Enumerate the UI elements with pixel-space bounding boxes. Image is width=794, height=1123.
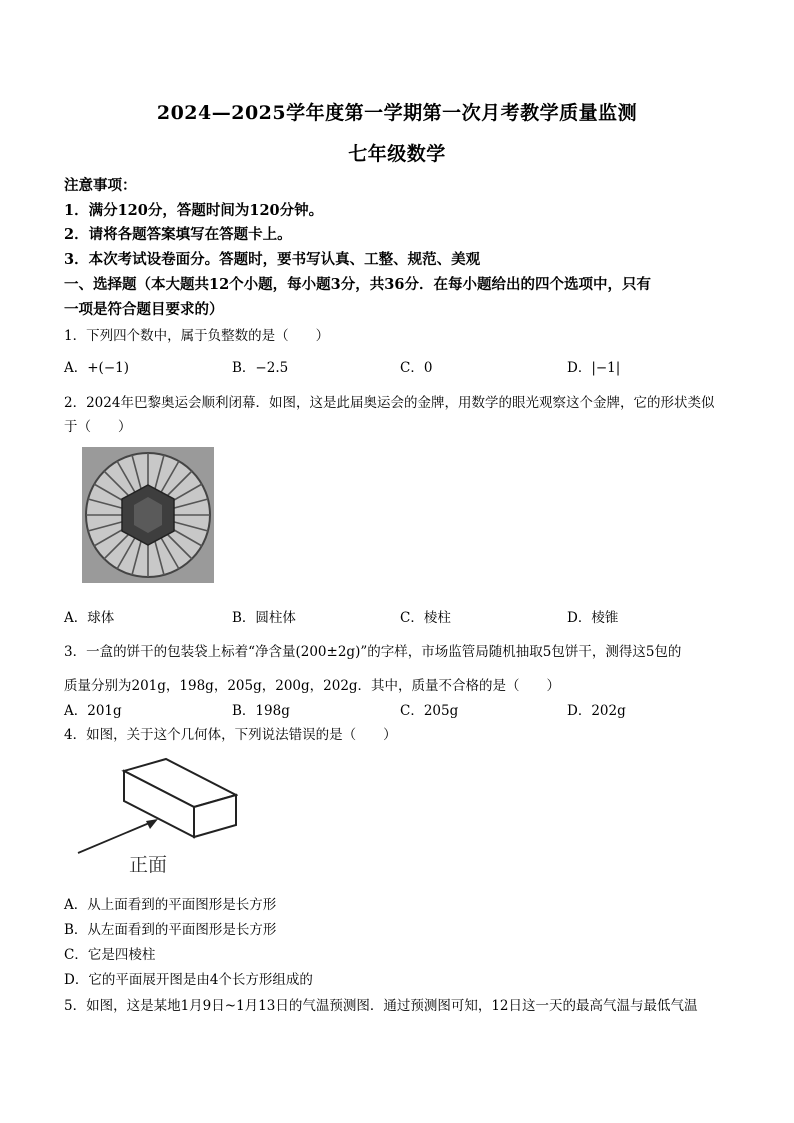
- q3-option-d: D．202g: [567, 703, 626, 719]
- section-heading: 一、选择题（本大题共12个小题，每小题3分，共36分．在每小题给出的四个选项中，只有: [64, 276, 651, 293]
- q2-option-c: C．棱柱: [400, 610, 451, 626]
- q4-stem: 4．如图，关于这个几何体，下列说法错误的是（ ）: [64, 727, 397, 743]
- q2-option-a: A．球体: [64, 610, 115, 626]
- exam-title: 2024—2025学年度第一学期第一次月考教学质量监测: [156, 102, 638, 124]
- q1-option-b: B．−2.5: [232, 360, 289, 376]
- cuboid-figure: [76, 755, 238, 855]
- arrow-head-icon: [146, 819, 158, 829]
- exam-subtitle: 七年级数学: [348, 143, 446, 165]
- q1-option-c: C．0: [400, 360, 433, 376]
- front-view-label: 正面: [129, 854, 168, 876]
- q4-option-b: B．从左面看到的平面图形是长方形: [64, 922, 277, 938]
- q4-option-a: A．从上面看到的平面图形是长方形: [64, 897, 277, 913]
- q3-option-c: C．205g: [400, 703, 459, 719]
- q4-option-c: C．它是四棱柱: [64, 947, 156, 963]
- q3-stem-line2: 质量分别为201g，198g，205g，200g，202g．其中，质量不合格的是（ ）: [64, 678, 561, 694]
- note-item-3: 3．本次考试设卷面分。答题时，要书写认真、工整、规范、美观: [64, 251, 481, 268]
- q2-option-d: D．棱锥: [567, 610, 619, 626]
- gold-medal-image: [82, 447, 214, 583]
- q3-option-a: A．201g: [64, 703, 122, 719]
- q3-option-b: B．198g: [232, 703, 290, 719]
- q3-stem-line1: 3．一盒的饼干的包装袋上标着“净含量(200±2g)”的字样，市场监管局随机抽取5包饼干，测得这5包的: [64, 644, 682, 660]
- q1-option-d: D．|−1|: [567, 360, 621, 376]
- note-item-1: 1．满分120分，答题时间为120分钟。: [64, 202, 324, 219]
- q4-option-d: D．它的平面展开图是由4个长方形组成的: [64, 972, 313, 988]
- arrow-line: [78, 821, 154, 853]
- q1-stem: 1．下列四个数中，属于负整数的是（ ）: [64, 328, 330, 344]
- notes-heading: 注意事项：: [64, 177, 137, 194]
- q1-option-a: A．+(−1): [64, 360, 129, 376]
- q5-stem-line1: 5．如图，这是某地1月9日~1月13日的气温预测图．通过预测图可知，12日这一天的最高气温与最低气温: [64, 998, 698, 1014]
- q2-option-b: B．圆柱体: [232, 610, 296, 626]
- q2-stem-line2: 于（ ）: [64, 419, 132, 435]
- section-heading-cont: 一项是符合题目要求的）: [64, 301, 224, 318]
- note-item-2: 2．请将各题答案填写在答题卡上。: [64, 226, 292, 243]
- q2-stem-line1: 2．2024年巴黎奥运会顺利闭幕．如图，这是此届奥运会的金牌，用数学的眼光观察这个金牌，它的形状类似: [64, 395, 715, 411]
